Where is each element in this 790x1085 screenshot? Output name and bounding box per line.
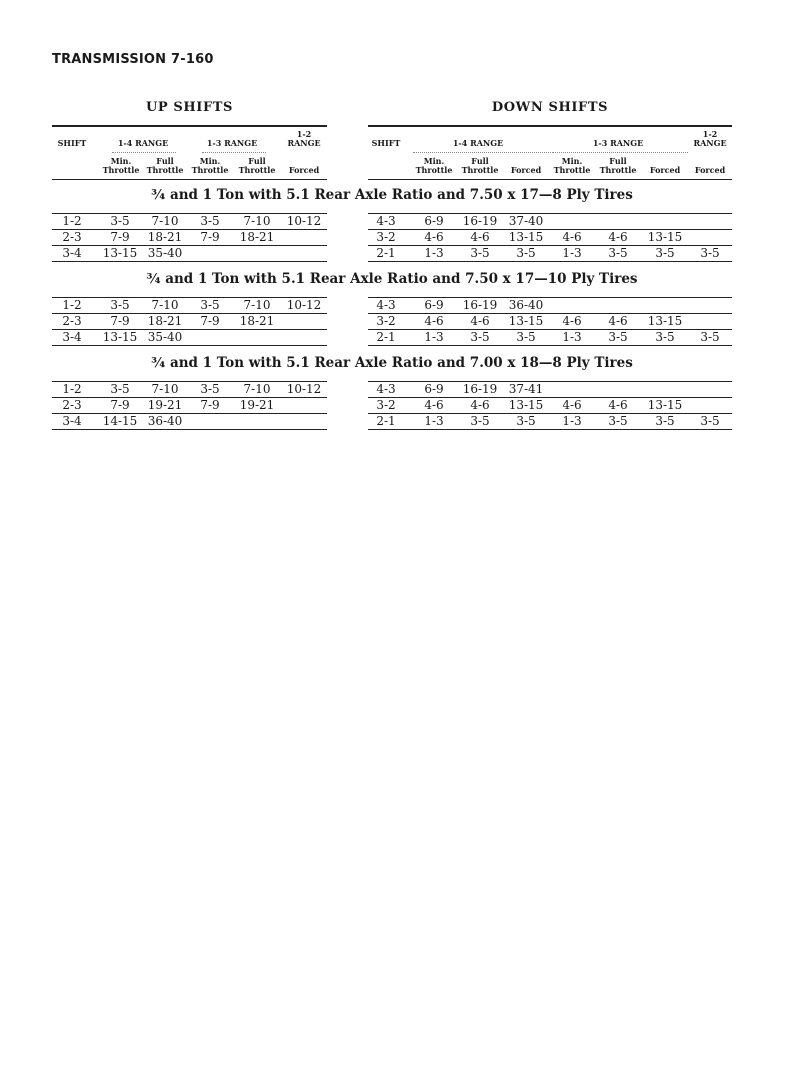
col-shift: SHIFT [57, 138, 87, 148]
speed-cell: 3-5 [516, 246, 536, 260]
speed-cell: 6-9 [424, 382, 444, 396]
speed-cell: 4-6 [424, 314, 444, 328]
shift-cell: 3-4 [62, 330, 82, 344]
speed-cell: 3-5 [470, 414, 490, 428]
down-shifts-table [368, 297, 732, 346]
shift-cell: 4-3 [376, 382, 396, 396]
speed-cell: 1-3 [562, 330, 582, 344]
speed-cell: 35-40 [147, 330, 183, 344]
speed-cell: 3-5 [608, 246, 628, 260]
speed-cell: 3-5 [516, 414, 536, 428]
table-row [368, 297, 732, 313]
down-shifts-table [368, 213, 732, 262]
shift-cell: 2-3 [62, 230, 82, 244]
speed-cell: 1-3 [562, 246, 582, 260]
speed-cell: 4-6 [424, 398, 444, 412]
speed-cell: 35-40 [147, 246, 183, 260]
speed-cell: 7-10 [243, 214, 271, 228]
speed-cell: 18-21 [147, 230, 183, 244]
shift-cell: 3-4 [62, 414, 82, 428]
table-row [368, 213, 732, 229]
speed-cell: 7-10 [151, 382, 179, 396]
speed-cell: 4-6 [470, 314, 490, 328]
down-shifts-title: DOWN SHIFTS [491, 100, 609, 115]
speed-cell: 7-9 [200, 314, 220, 328]
speed-cell: 3-5 [470, 330, 490, 344]
speed-cell: 1-3 [424, 246, 444, 260]
shift-cell: 1-2 [62, 298, 82, 312]
shift-cell: 2-1 [376, 330, 396, 344]
speed-cell: 4-6 [608, 314, 628, 328]
speed-cell: 6-9 [424, 214, 444, 228]
col-min-throttle: Min. Throttle [102, 156, 140, 175]
up-shifts-table [52, 297, 327, 346]
running-head: TRANSMISSION 7-160 [52, 52, 214, 67]
col-forced: Forced [649, 165, 681, 175]
col-range-1-4: 1-4 RANGE [117, 138, 169, 148]
speed-cell: 7-10 [151, 298, 179, 312]
speed-cell: 13-15 [508, 230, 544, 244]
section-title: ¾ and 1 Ton with 5.1 Rear Axle Ratio and 7.00 x 18—8 Ply Tires [151, 355, 633, 371]
shift-cell: 2-1 [376, 414, 396, 428]
speed-cell: 4-6 [424, 230, 444, 244]
table-row [52, 313, 327, 329]
table-row [368, 313, 732, 329]
speed-cell: 14-15 [102, 414, 138, 428]
col-range-1-2-top: 1-2 [702, 129, 718, 139]
table-row [52, 397, 327, 413]
col-forced: Forced [510, 165, 542, 175]
table-row [368, 329, 732, 346]
up-shifts-table [52, 381, 327, 430]
shift-cell: 4-3 [376, 298, 396, 312]
speed-cell: 10-12 [286, 382, 322, 396]
speed-cell: 3-5 [700, 330, 720, 344]
col-forced: Forced [694, 165, 726, 175]
speed-cell: 3-5 [700, 414, 720, 428]
shift-cell: 1-2 [62, 382, 82, 396]
speed-cell: 18-21 [239, 230, 275, 244]
shift-cell: 2-3 [62, 314, 82, 328]
table-row [368, 245, 732, 262]
speed-cell: 7-9 [110, 314, 130, 328]
speed-cell: 18-21 [147, 314, 183, 328]
shift-cell: 3-2 [376, 314, 396, 328]
speed-cell: 4-6 [562, 314, 582, 328]
col-min-throttle: Min. Throttle [191, 156, 229, 175]
col-full-throttle: Full Throttle [238, 156, 276, 175]
col-full-throttle: Full Throttle [599, 156, 637, 175]
speed-cell: 4-6 [608, 398, 628, 412]
col-forced: Forced [288, 165, 320, 175]
shift-cell: 3-4 [62, 246, 82, 260]
speed-cell: 3-5 [110, 214, 130, 228]
speed-cell: 4-6 [608, 230, 628, 244]
shift-cell: 1-2 [62, 214, 82, 228]
speed-cell: 3-5 [608, 414, 628, 428]
speed-cell: 13-15 [647, 230, 683, 244]
table-row [52, 381, 327, 397]
up-shifts-table [52, 213, 327, 262]
table-row [52, 245, 327, 262]
speed-cell: 3-5 [655, 246, 675, 260]
down-shifts-header [368, 125, 732, 180]
speed-cell: 7-9 [200, 398, 220, 412]
speed-cell: 3-5 [110, 382, 130, 396]
speed-cell: 7-10 [243, 382, 271, 396]
speed-cell: 3-5 [200, 382, 220, 396]
speed-cell: 4-6 [562, 398, 582, 412]
speed-cell: 13-15 [508, 314, 544, 328]
speed-cell: 16-19 [462, 382, 498, 396]
up-shifts-header [52, 125, 327, 180]
col-range-1-3: 1-3 RANGE [206, 138, 258, 148]
speed-cell: 16-19 [462, 214, 498, 228]
speed-cell: 3-5 [200, 298, 220, 312]
col-min-throttle: Min. Throttle [415, 156, 453, 175]
speed-cell: 36-40 [508, 298, 544, 312]
speed-cell: 13-15 [647, 314, 683, 328]
speed-cell: 1-3 [424, 330, 444, 344]
up-shifts-title: UP SHIFTS [145, 100, 234, 115]
speed-cell: 7-9 [200, 230, 220, 244]
section-title: ¾ and 1 Ton with 5.1 Rear Axle Ratio and 7.50 x 17—10 Ply Tires [146, 271, 638, 287]
table-row [52, 329, 327, 346]
speed-cell: 37-41 [508, 382, 544, 396]
speed-cell: 13-15 [508, 398, 544, 412]
col-range-1-2-bottom: RANGE [287, 138, 321, 148]
speed-cell: 7-9 [110, 398, 130, 412]
speed-cell: 3-5 [655, 414, 675, 428]
section-title: ¾ and 1 Ton with 5.1 Rear Axle Ratio and 7.50 x 17—8 Ply Tires [151, 187, 633, 203]
down-shifts-table [368, 381, 732, 430]
speed-cell: 3-5 [470, 246, 490, 260]
col-range-1-2-bottom: RANGE [693, 138, 727, 148]
speed-cell: 4-6 [470, 398, 490, 412]
speed-cell: 3-5 [700, 246, 720, 260]
speed-cell: 19-21 [147, 398, 183, 412]
speed-cell: 3-5 [655, 330, 675, 344]
speed-cell: 3-5 [516, 330, 536, 344]
col-full-throttle: Full Throttle [146, 156, 184, 175]
speed-cell: 13-15 [102, 330, 138, 344]
col-range-1-4: 1-4 RANGE [452, 138, 504, 148]
speed-cell: 1-3 [424, 414, 444, 428]
shift-cell: 2-1 [376, 246, 396, 260]
col-shift: SHIFT [371, 138, 401, 148]
speed-cell: 37-40 [508, 214, 544, 228]
speed-cell: 7-10 [151, 214, 179, 228]
speed-cell: 10-12 [286, 214, 322, 228]
shift-cell: 4-3 [376, 214, 396, 228]
col-min-throttle: Min. Throttle [553, 156, 591, 175]
col-range-1-2-top: 1-2 [296, 129, 312, 139]
table-row [52, 413, 327, 430]
speed-cell: 3-5 [608, 330, 628, 344]
table-row [368, 229, 732, 245]
col-range-1-3: 1-3 RANGE [592, 138, 644, 148]
table-row [52, 297, 327, 313]
speed-cell: 13-15 [102, 246, 138, 260]
speed-cell: 16-19 [462, 298, 498, 312]
shift-cell: 3-2 [376, 230, 396, 244]
speed-cell: 3-5 [110, 298, 130, 312]
table-row [368, 381, 732, 397]
table-row [368, 413, 732, 430]
speed-cell: 36-40 [147, 414, 183, 428]
shift-cell: 2-3 [62, 398, 82, 412]
speed-cell: 7-10 [243, 298, 271, 312]
speed-cell: 18-21 [239, 314, 275, 328]
table-row [52, 213, 327, 229]
speed-cell: 4-6 [562, 230, 582, 244]
speed-cell: 3-5 [200, 214, 220, 228]
speed-cell: 19-21 [239, 398, 275, 412]
speed-cell: 1-3 [562, 414, 582, 428]
table-row [368, 397, 732, 413]
table-row [52, 229, 327, 245]
speed-cell: 6-9 [424, 298, 444, 312]
col-full-throttle: Full Throttle [461, 156, 499, 175]
speed-cell: 10-12 [286, 298, 322, 312]
speed-cell: 13-15 [647, 398, 683, 412]
shift-cell: 3-2 [376, 398, 396, 412]
speed-cell: 4-6 [470, 230, 490, 244]
speed-cell: 7-9 [110, 230, 130, 244]
